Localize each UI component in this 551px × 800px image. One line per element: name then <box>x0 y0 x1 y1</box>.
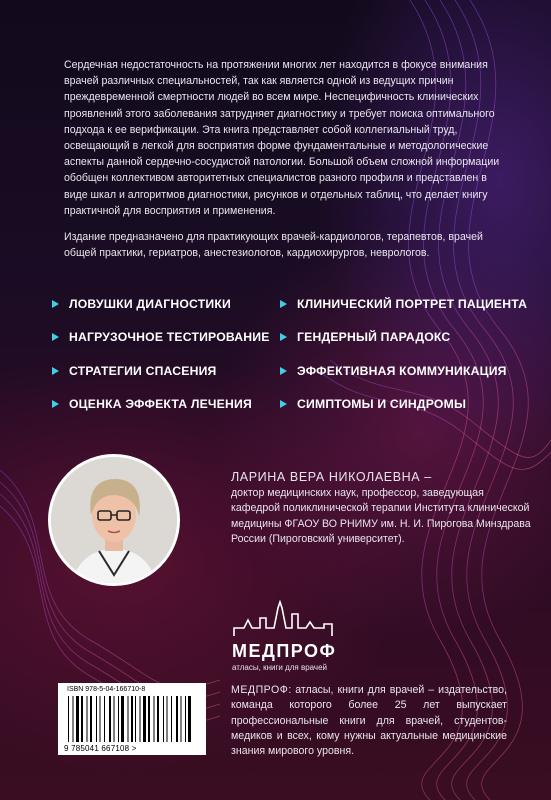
publisher-logo-word: МЕДПРОФ <box>232 641 337 661</box>
author-bio: доктор медицинских наук, профессор, заведующая кафедрой поликлинической терапии Института клинической медицины ФГАОУ ВО РНИМУ им. Н. И. Пирогова Минздрава России (Пироговский университет). <box>231 486 531 545</box>
publisher-info <box>231 683 507 759</box>
arrow-icon <box>52 300 59 308</box>
isbn-label: ISBN 978-5-04-166710-8 <box>67 686 146 693</box>
arrow-icon <box>52 333 59 341</box>
topics-column-left <box>52 287 270 421</box>
book-description <box>64 57 504 271</box>
topic-item: СТРАТЕГИИ СПАСЕНИЯ <box>52 354 270 388</box>
publisher-logo <box>232 600 372 672</box>
author-info <box>231 470 531 548</box>
arrow-icon <box>280 333 287 341</box>
publisher-name: МЕДПРОФ <box>231 684 289 696</box>
barcode-bars <box>68 696 196 742</box>
arrow-icon <box>280 300 287 308</box>
arrow-icon <box>280 400 287 408</box>
author-portrait <box>48 454 180 586</box>
topic-item: ОЦЕНКА ЭФФЕКТА ЛЕЧЕНИЯ <box>52 388 270 422</box>
skyline-icon <box>232 600 342 638</box>
topic-item: ЭФФЕКТИВНАЯ КОММУНИКАЦИЯ <box>280 354 527 388</box>
topic-item: СИМПТОМЫ И СИНДРОМЫ <box>280 388 527 422</box>
topic-item: ГЕНДЕРНЫЙ ПАРАДОКС <box>280 321 527 355</box>
publisher-description: : атласы, книги для врачей – издательство, команда которого более 25 лет выпускает профессиональные книги для врачей, студентов-медиков и всех, кому нужны актуальные медицинские знания мирового уровня. <box>231 684 507 758</box>
audience-paragraph: Издание предназначено для практикующих врачей-кардиологов, терапевтов, врачей общей практики, гериатров, анестезиологов, кардиохирургов, неврологов. <box>64 231 483 260</box>
arrow-icon <box>280 367 287 375</box>
barcode <box>58 683 206 755</box>
author-name: ЛАРИНА ВЕРА НИКОЛАЕВНА – <box>231 470 432 484</box>
topic-item: КЛИНИЧЕСКИЙ ПОРТРЕТ ПАЦИЕНТА <box>280 287 527 321</box>
arrow-icon <box>52 367 59 375</box>
topics-column-right <box>280 287 527 421</box>
description-paragraph: Сердечная недостаточность на протяжении многих лет находится в фокусе внимания врачей различных специальностей, так как является одной из ведущих причин преждевременной смертности людей во всем мире. Неспецифичность клинических проявлений этого заболевания затрудняет диагностику и требует поиска оптимального подхода к ее верификации. Эта книга представляет собой коллегиальный труд, освещающий в легкой для восприятия форме фундаментальные и методологические аспекты данной сердечно-сосудистой патологии. Большой объем сложной информации обобщен коллективом авторитетных специалистов разного профиля и представлен в виде шкал и алгоритмов диагностики, рисунков и отдельных таблиц, что делает книгу практичной для восприятия и применения. <box>64 59 500 217</box>
arrow-icon <box>52 400 59 408</box>
topic-item: ЛОВУШКИ ДИАГНОСТИКИ <box>52 287 270 321</box>
publisher-tagline: атласы, книги для врачей <box>232 663 328 672</box>
topic-item: НАГРУЗОЧНОЕ ТЕСТИРОВАНИЕ <box>52 321 270 355</box>
barcode-digits: 9 785041 667108 > <box>64 744 137 753</box>
